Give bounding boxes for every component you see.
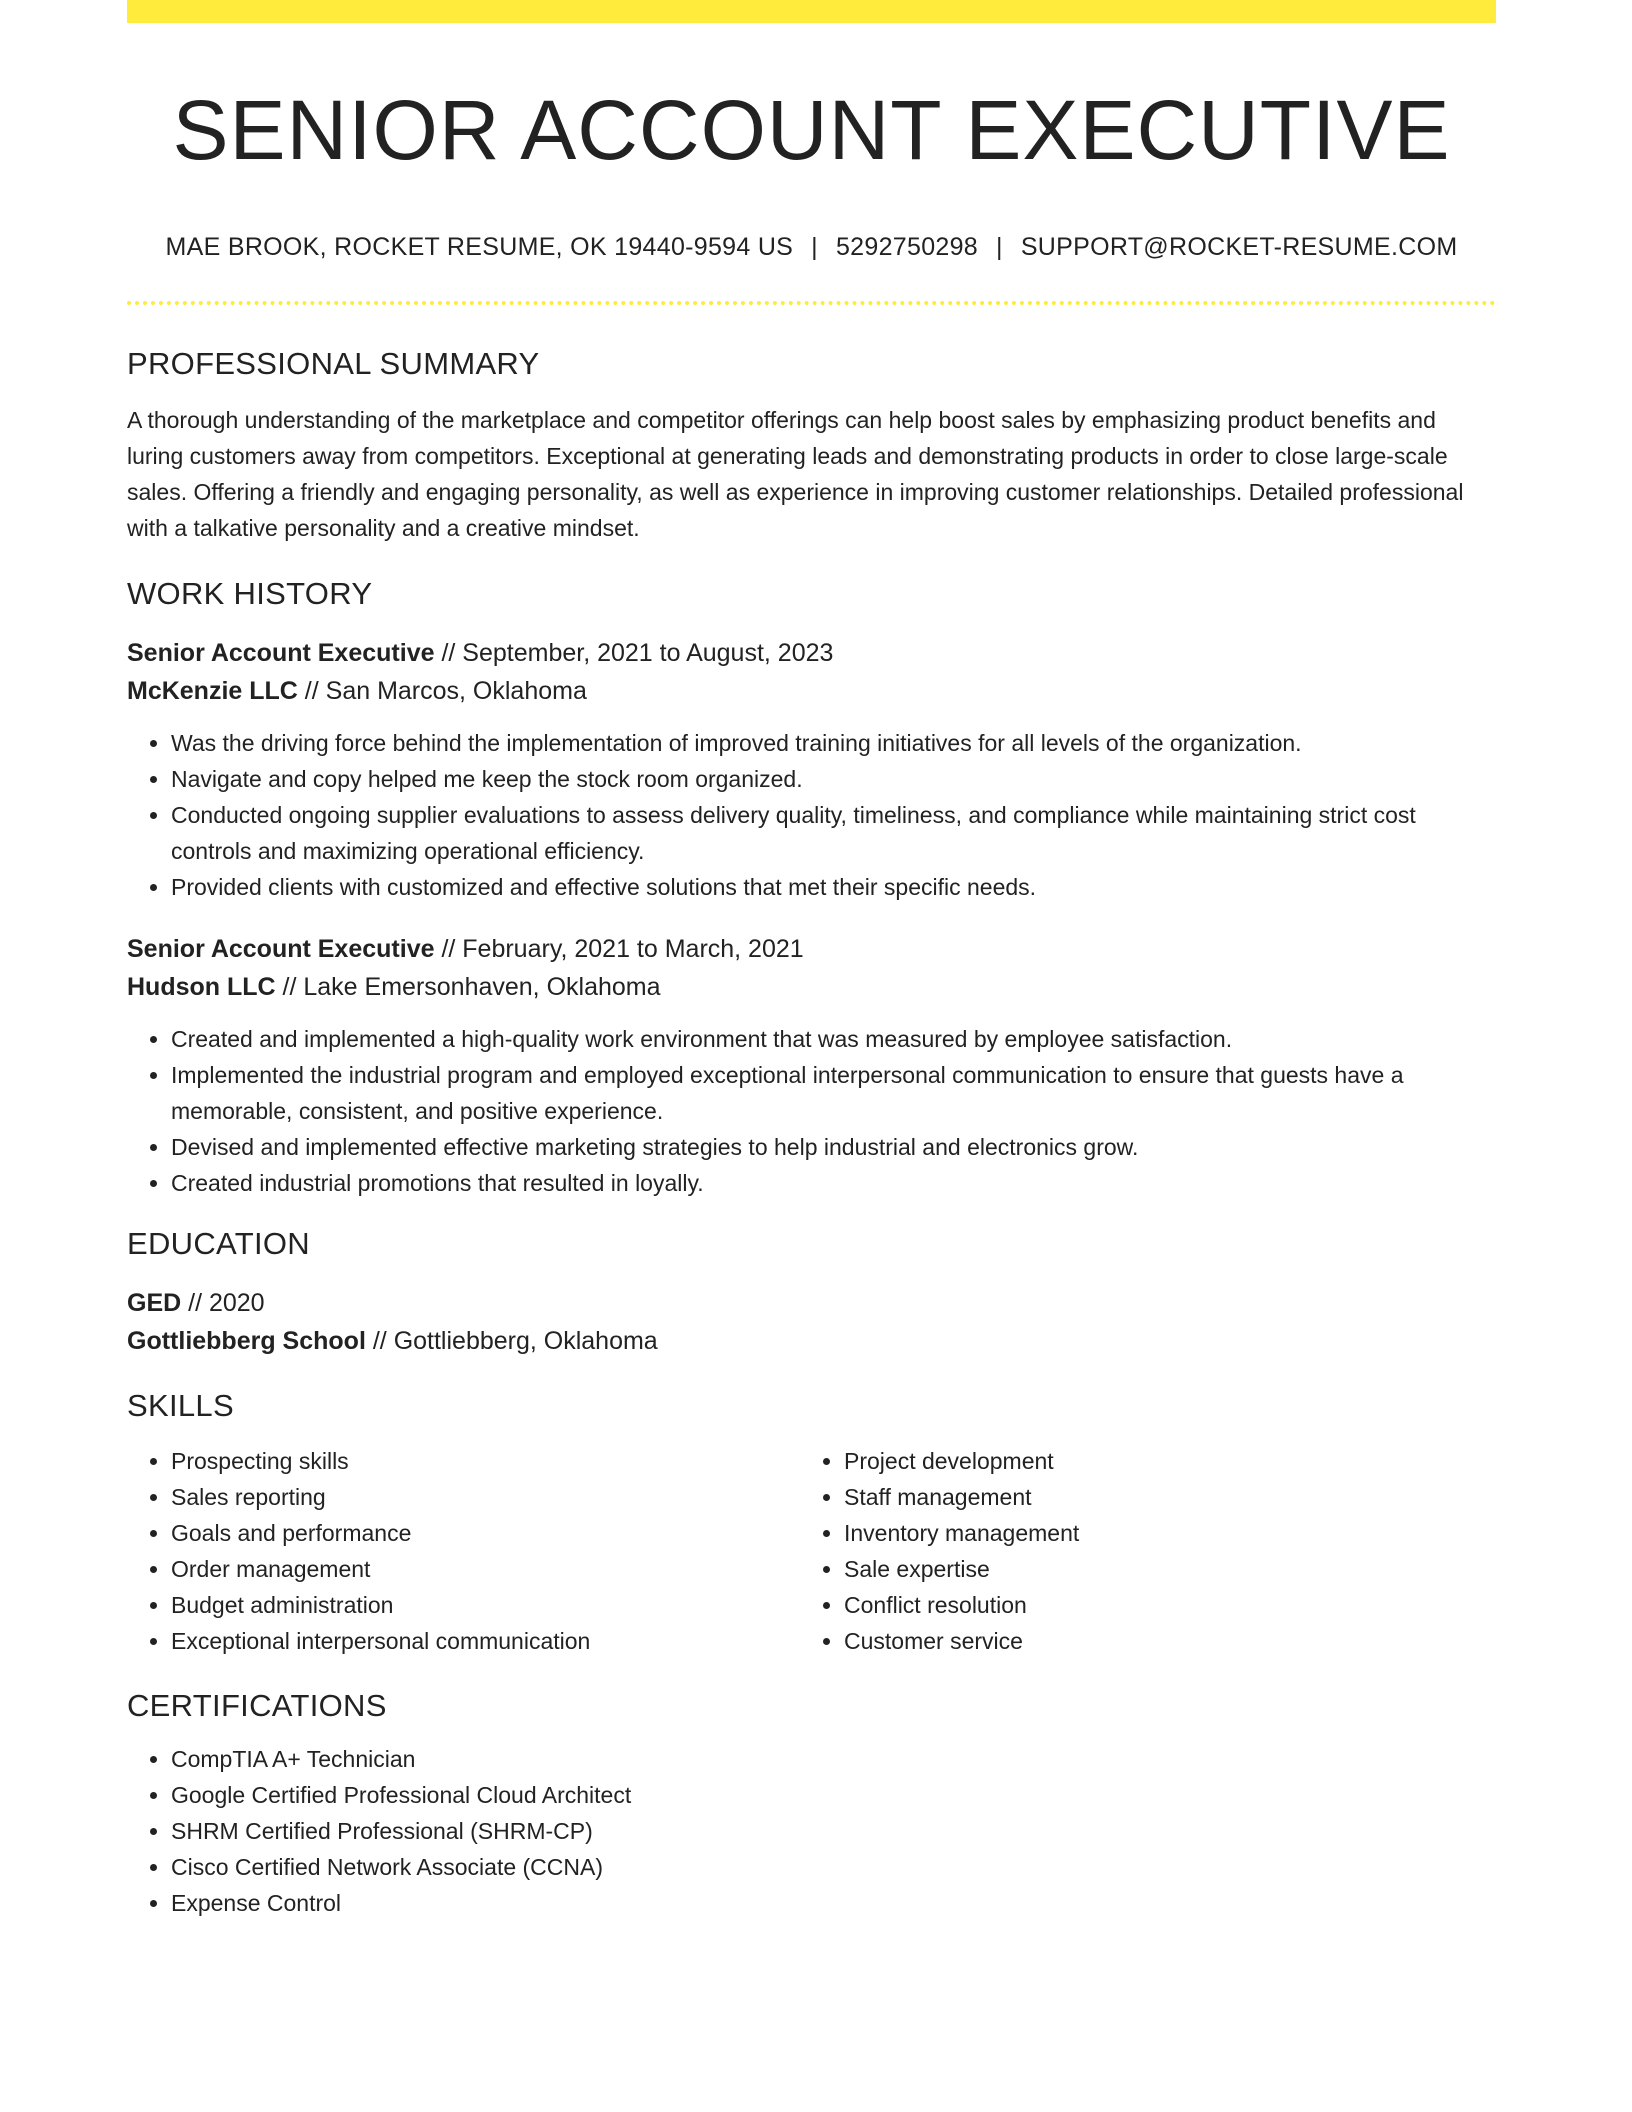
education-heading: EDUCATION xyxy=(127,1226,310,1261)
list-item: • Created industrial promotions that resulted in loyally. xyxy=(171,1165,1496,1201)
job-title: Senior Account Executive xyxy=(127,935,435,963)
list-item: • SHRM Certified Professional (SHRM-CP) xyxy=(171,1813,1496,1849)
contact-phone: 5292750298 xyxy=(835,233,979,261)
education-school-line xyxy=(127,1322,1496,1360)
list-item: • Google Certified Professional Cloud Architect xyxy=(171,1777,1496,1813)
list-item: • Expense Control xyxy=(171,1885,1496,1921)
list-item: • Cisco Certified Network Associate (CCNA) xyxy=(171,1849,1496,1885)
list-item: • Was the driving force behind the implementation of improved training initiatives for all levels of the organization. xyxy=(171,725,1496,761)
list-item: • Exceptional interpersonal communication xyxy=(171,1623,800,1659)
job-bullets xyxy=(127,725,1496,905)
list-item: • Navigate and copy helped me keep the stock room organized. xyxy=(171,761,1496,797)
list-item: • Staff management xyxy=(844,1479,1496,1515)
education-degree: GED xyxy=(127,1289,182,1317)
resume-title: SENIOR ACCOUNT EXECUTIVE xyxy=(172,83,1451,177)
list-item: • Customer service xyxy=(844,1623,1496,1659)
job-company-line xyxy=(127,672,1496,710)
list-item: • Provided clients with customized and effective solutions that met their specific needs. xyxy=(171,869,1496,905)
job-dates: // February, 2021 to March, 2021 xyxy=(434,935,804,963)
list-item: • Conflict resolution xyxy=(844,1587,1496,1623)
summary-heading: PROFESSIONAL SUMMARY xyxy=(127,346,540,381)
job-bullets xyxy=(127,1021,1496,1201)
list-item: • Budget administration xyxy=(171,1587,800,1623)
list-item: • Inventory management xyxy=(844,1515,1496,1551)
list-item: • Devised and implemented effective marketing strategies to help industrial and electronics grow. xyxy=(171,1129,1496,1165)
summary-text: A thorough understanding of the marketplace and competitor offerings can help boost sales by emphasizing product benefits and luring customers away from competitors. Exceptional at generating leads and demonstrating products in order to close large-scale sales. Offering a friendly and engaging personality, as well as experience in improving customer relationships. Detailed professional with a talkative personality and a creative mindset. xyxy=(127,407,1464,541)
dotted-divider xyxy=(127,301,1496,305)
contact-line xyxy=(127,231,1496,263)
list-item: • Prospecting skills xyxy=(171,1443,800,1479)
list-item: • CompTIA A+ Technician xyxy=(171,1741,1496,1777)
job-company: Hudson LLC xyxy=(127,973,276,1001)
skills-list-right xyxy=(800,1443,1496,1659)
list-item: • Project development xyxy=(844,1443,1496,1479)
list-item: • Order management xyxy=(171,1551,800,1587)
work-history-heading: WORK HISTORY xyxy=(127,576,373,611)
job-location: // Lake Emersonhaven, Oklahoma xyxy=(275,973,661,1001)
job-company: McKenzie LLC xyxy=(127,677,298,705)
resume-content xyxy=(127,0,1496,1921)
education-location: // Gottliebberg, Oklahoma xyxy=(365,1327,658,1355)
contact-address: MAE BROOK, ROCKET RESUME, OK 19440-9594 US xyxy=(165,233,794,261)
list-item: • Sales reporting xyxy=(171,1479,800,1515)
education-degree-line xyxy=(127,1284,1496,1322)
job-title: Senior Account Executive xyxy=(127,639,435,667)
certifications-heading: CERTIFICATIONS xyxy=(127,1688,387,1723)
list-item: • Implemented the industrial program and employed exceptional interpersonal communication to ensure that guests have a memorable, consistent, and positive experience. xyxy=(171,1057,1496,1129)
skills-column-right xyxy=(800,1443,1496,1659)
list-item: • Sale expertise xyxy=(844,1551,1496,1587)
contact-separator: | xyxy=(811,233,818,261)
education-school: Gottliebberg School xyxy=(127,1327,366,1355)
list-item: • Created and implemented a high-quality work environment that was measured by employee satisfaction. xyxy=(171,1021,1496,1057)
education-year: // 2020 xyxy=(181,1289,265,1317)
job-title-line xyxy=(127,930,1496,968)
skills-heading: SKILLS xyxy=(127,1388,234,1423)
contact-email: SUPPORT@ROCKET-RESUME.COM xyxy=(1020,233,1458,261)
contact-separator: | xyxy=(996,233,1003,261)
job-location: // San Marcos, Oklahoma xyxy=(297,677,587,705)
job-dates: // September, 2021 to August, 2023 xyxy=(434,639,834,667)
job-company-line xyxy=(127,968,1496,1006)
list-item: • Goals and performance xyxy=(171,1515,800,1551)
skills-list-left xyxy=(127,1443,800,1659)
certifications-list xyxy=(127,1741,1496,1921)
skills-column-left xyxy=(127,1443,800,1659)
skills-columns xyxy=(127,1443,1496,1659)
list-item: • Conducted ongoing supplier evaluations to assess delivery quality, timeliness, and compliance while maintaining strict cost controls and maximizing operational efficiency. xyxy=(171,797,1496,869)
job-title-line xyxy=(127,634,1496,672)
